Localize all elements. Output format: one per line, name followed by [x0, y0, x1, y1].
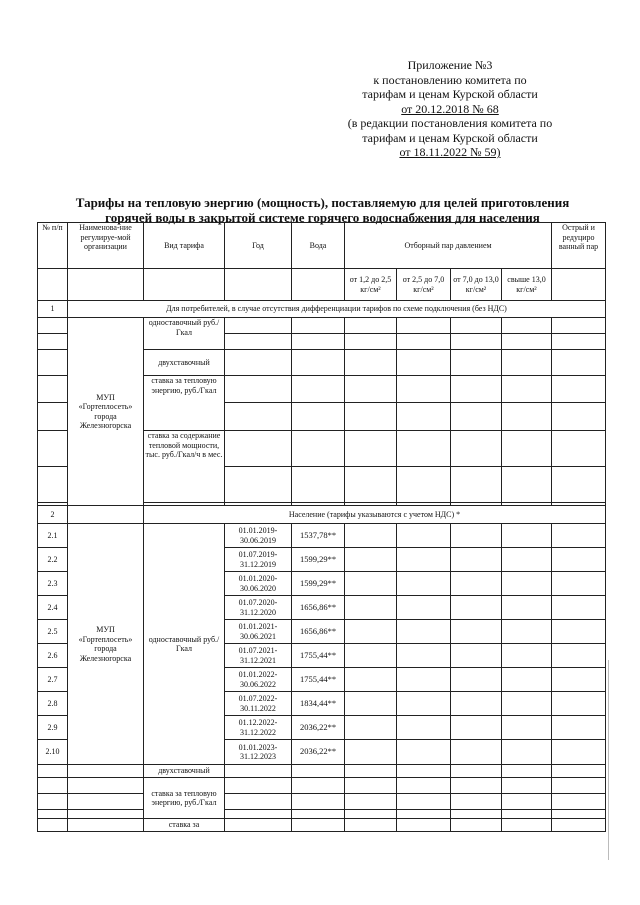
table-row: 2.8 01.07.2022-30.11.2022 1834,44**	[38, 692, 606, 716]
two-part-tariff-1: двухставочный	[144, 350, 225, 376]
header-tariff-type: Вид тарифа	[144, 223, 225, 269]
header-year: Год	[225, 223, 292, 269]
period: 01.07.2022-30.11.2022	[225, 692, 292, 716]
period: 01.01.2022-30.06.2022	[225, 668, 292, 692]
energy-rate-1: ставка за тепловую энергию, руб./Гкал	[144, 376, 225, 431]
table-row: 2.10 01.01.2023-31.12.2023 2036,22**	[38, 740, 606, 765]
table-header-row	[38, 223, 606, 269]
table-row	[38, 778, 606, 794]
one-part-tariff-2: одноставочный руб./Гкал	[144, 524, 225, 765]
period: 01.07.2021-31.12.2021	[225, 644, 292, 668]
header-resolution-date: от 20.12.2018 № 68	[401, 101, 499, 116]
one-part-tariff-1: одноставочный руб./Гкал	[144, 318, 225, 350]
header-steam: Отборный пар давлением	[345, 223, 552, 269]
period: 01.12.2022-31.12.2022	[225, 716, 292, 740]
header-water: Вода	[292, 223, 345, 269]
water-value: 1599,29**	[292, 572, 345, 596]
period: 01.01.2021-30.06.2021	[225, 620, 292, 644]
period: 01.07.2019-31.12.2019	[225, 548, 292, 572]
water-value: 2036,22**	[292, 740, 345, 765]
table-row	[38, 765, 606, 778]
header-line: тарифам и ценам Курской области	[362, 87, 538, 101]
water-value: 1599,29**	[292, 548, 345, 572]
scan-margin-line	[608, 660, 609, 860]
tariff-table	[37, 222, 606, 832]
period: 01.01.2020-30.06.2020	[225, 572, 292, 596]
section-2-label: Население (тарифы указываются с учетом НДС) *	[144, 506, 606, 524]
section-1-row	[38, 301, 606, 318]
capacity-rate-2: ставка за	[144, 819, 225, 832]
header-pressure-2: от 2,5 до 7,0 кг/см²	[397, 269, 451, 301]
title-line-2: горячей воды в закрытой системе горячего водоснабжения для населения	[105, 210, 540, 225]
section-2-num: 2	[38, 506, 68, 524]
section-2-row	[38, 506, 606, 524]
energy-rate-2: ставка за тепловую энергию, руб./Гкал	[144, 778, 225, 819]
header-org: Наименова-ние регулируе-мой организации	[68, 223, 144, 269]
header-line: к постановлению комитета по	[373, 72, 527, 87]
water-value: 1656,86**	[292, 620, 345, 644]
header-num: № п/п	[38, 223, 68, 269]
document-header	[300, 58, 600, 160]
header-revision-date: от 18.11.2022 № 59)	[399, 145, 501, 159]
header-line: (в редакции постановления комитета по	[347, 116, 553, 130]
water-value: 1834,44**	[292, 692, 345, 716]
table-row: 2.4 01.07.2020-31.12.2020 1656,86**	[38, 596, 606, 620]
document-title	[40, 195, 605, 225]
table-row: 2.7 01.01.2022-30.06.2022 1755,44**	[38, 668, 606, 692]
table-row	[38, 819, 606, 832]
table-row: 2.6 01.07.2021-31.12.2021 1755,44**	[38, 644, 606, 668]
header-sharp-steam: Острый и редуциро ванный пар	[552, 223, 606, 269]
table-subheader-row	[38, 269, 606, 301]
period: 01.01.2023-31.12.2023	[225, 740, 292, 765]
header-line: тарифам и ценам Курской области	[362, 130, 538, 145]
two-part-tariff-2: двухставочный	[144, 765, 225, 778]
header-pressure-1: от 1,2 до 2,5 кг/см²	[345, 269, 397, 301]
section-1-num: 1	[38, 301, 68, 318]
period: 01.01.2019-30.06.2019	[225, 524, 292, 548]
water-value: 1755,44**	[292, 644, 345, 668]
table-row: 2.9 01.12.2022-31.12.2022 2036,22**	[38, 716, 606, 740]
table-row	[38, 810, 606, 819]
appendix-number: Приложение №3	[407, 58, 493, 72]
table-row	[38, 318, 606, 334]
water-value: 1755,44**	[292, 668, 345, 692]
table-row	[38, 794, 606, 810]
org-name-2: МУП «Гортеплосеть» города Железногорска	[68, 524, 144, 765]
header-pressure-4: свыше 13,0 кг/см²	[502, 269, 552, 301]
water-value: 2036,22**	[292, 716, 345, 740]
header-pressure-3: от 7,0 до 13,0 кг/см²	[451, 269, 502, 301]
water-value: 1656,86**	[292, 596, 345, 620]
table-row: 2.1 МУП «Гортеплосеть» города Железногорска одноставочный руб./Гкал 01.01.2019-30.06.2019 1537,78**	[38, 524, 606, 548]
capacity-rate-1: ставка за содержание тепловой мощности, тыс. руб./Гкал/ч в мес.	[144, 431, 225, 503]
period: 01.07.2020-31.12.2020	[225, 596, 292, 620]
title-line-1: Тарифы на тепловую энергию (мощность), поставляемую для целей приготовления	[75, 195, 570, 210]
table-row: 2.2 01.07.2019-31.12.2019 1599,29**	[38, 548, 606, 572]
org-name-1: МУП «Гортеплосеть» города Железногорска	[68, 318, 144, 506]
table-row: 2.3 01.01.2020-30.06.2020 1599,29**	[38, 572, 606, 596]
table-row: 2.5 01.01.2021-30.06.2021 1656,86**	[38, 620, 606, 644]
section-1-label: Для потребителей, в случае отсутствия дифференциации тарифов по схеме подключения (без НДС)	[68, 301, 606, 318]
water-value: 1537,78**	[292, 524, 345, 548]
